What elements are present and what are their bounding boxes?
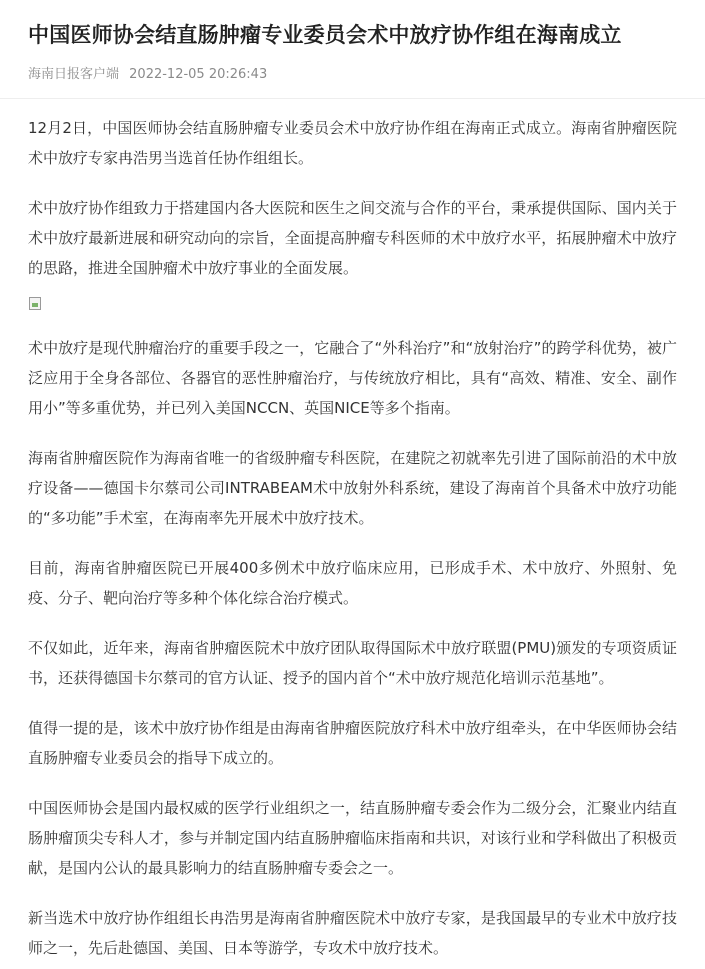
- paragraph: 术中放疗是现代肿瘤治疗的重要手段之一，它融合了“外科治疗”和“放射治疗”的跨学科优势，被广泛应用于全身各部位、各器官的恶性肿瘤治疗，与传统放疗相比，具有“高效、精准、安全、副作用小”等多重优势，并已列入美国NCCN、英国NICE等多个指南。: [28, 339, 677, 417]
- paragraph: 不仅如此，近年来，海南省肿瘤医院术中放疗团队取得国际术中放疗联盟(PMU)颁发的专项资质证书，还获得德国卡尔蔡司的官方认证、授予的国内首个“术中放疗规范化培训示范基地”。: [28, 639, 677, 687]
- paragraph: 术中放疗协作组致力于搭建国内各大医院和医生之间交流与合作的平台，秉承提供国际、国内关于术中放疗最新进展和研究动向的宗旨，全面提高肿瘤专科医师的术中放疗水平，拓展肿瘤术中放疗的思路，推进全国肿瘤术中放疗事业的全面发展。: [28, 199, 677, 277]
- paragraph: 新当选术中放疗协作组组长冉浩男是海南省肿瘤医院术中放疗专家，是我国最早的专业术中放疗技师之一，先后赴德国、美国、日本等游学，专攻术中放疗技术。: [28, 909, 677, 957]
- paragraph: 值得一提的是，该术中放疗协作组是由海南省肿瘤医院放疗科术中放疗组牵头，在中华医师协会结直肠肿瘤专业委员会的指导下成立的。: [28, 719, 677, 767]
- article-title: 中国医师协会结直肠肿瘤专业委员会术中放疗协作组在海南成立: [28, 23, 622, 47]
- article-meta: [28, 66, 677, 84]
- paragraph: 海南省肿瘤医院作为海南省唯一的省级肿瘤专科医院，在建院之初就率先引进了国际前沿的术中放疗设备——德国卡尔蔡司公司INTRABEAM术中放射外科系统，建设了海南首个具备术中放疗功能的“多功能”手术室，在海南率先开展术中放疗技术。: [28, 449, 677, 527]
- paragraph: 12月2日，中国医师协会结直肠肿瘤专业委员会术中放疗协作组在海南正式成立。海南省肿瘤医院术中放疗专家冉浩男当选首任协作组组长。: [28, 119, 677, 167]
- article-source[interactable]: 海南日报客户端: [28, 67, 120, 82]
- broken-image-icon[interactable]: [28, 297, 44, 313]
- paragraph: 中国医师协会是国内最权威的医学行业组织之一，结直肠肿瘤专委会作为二级分会，汇聚业内结直肠肿瘤顶尖专科人才，参与并制定国内结直肠肿瘤临床指南和共识，对该行业和学科做出了积极贡献，是国内公认的最具影响力的结直肠肿瘤专委会之一。: [28, 799, 677, 877]
- paragraph: 目前，海南省肿瘤医院已开展400多例术中放疗临床应用，已形成手术、术中放疗、外照射、免疫、分子、靶向治疗等多种个体化综合治疗模式。: [28, 559, 677, 607]
- article-datetime: 2022-12-05 20:26:43: [129, 67, 268, 82]
- image-placeholder: [29, 297, 41, 310]
- header-divider: [0, 98, 705, 99]
